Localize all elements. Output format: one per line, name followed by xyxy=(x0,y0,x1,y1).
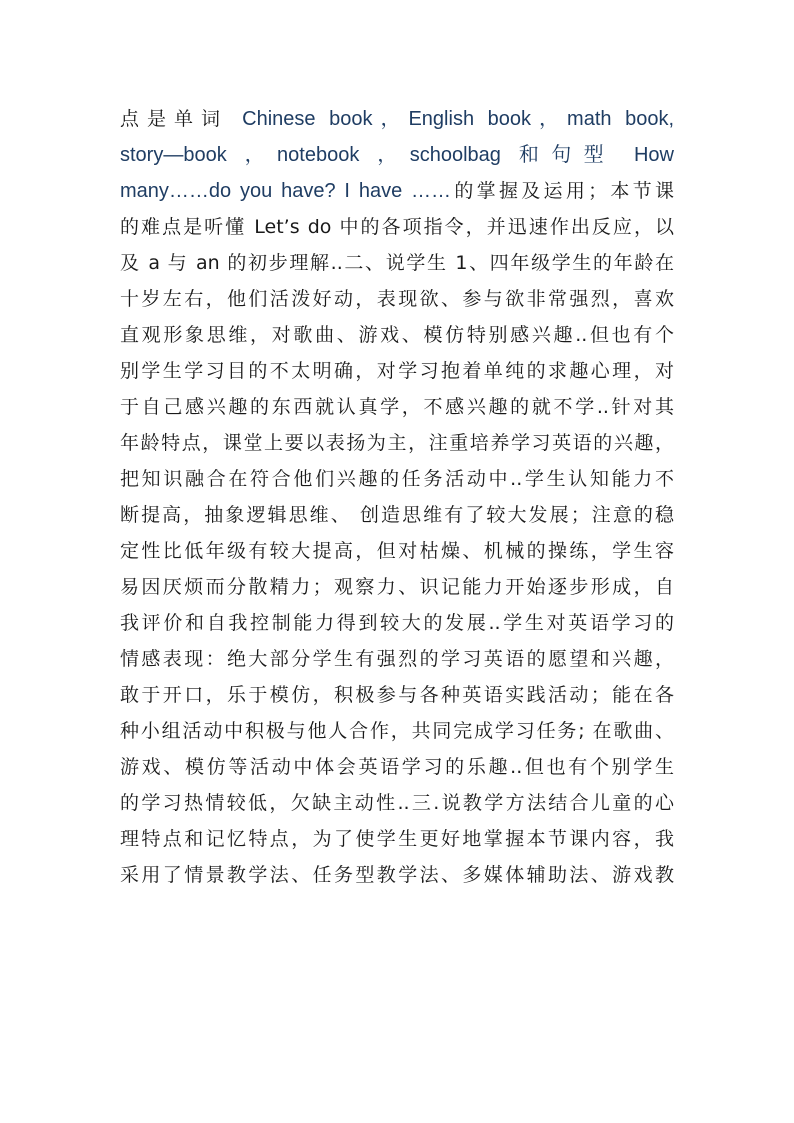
text-line: 把知识融合在符合他们兴趣的任务活动中..学生认知能力不 xyxy=(120,468,674,490)
text-line: many……do you have? I have ……的掌握及运用；本节课 xyxy=(120,180,674,202)
text-line: 断提高，抽象逻辑思维、 创造思维有了较大发展；注意的稳 xyxy=(120,504,674,526)
text-line: 理特点和记忆特点，为了使学生更好地掌握本节课内容，我 xyxy=(120,828,674,850)
text-line: 我评价和自我控制能力得到较大的发展..学生对英语学习的 xyxy=(120,612,674,634)
text-line: 游戏、模仿等活动中体会英语学习的乐趣..但也有个别学生 xyxy=(120,756,674,778)
text-line: 情感表现：绝大部分学生有强烈的学习英语的愿望和兴趣， xyxy=(120,648,674,670)
text-line: 点是单词 Chinese book，English book，math book, xyxy=(120,108,674,130)
text-line: 十岁左右，他们活泼好动，表现欲、参与欲非常强烈，喜欢 xyxy=(120,288,674,310)
text-line: 别学生学习目的不太明确，对学习抱着单纯的求趣心理，对 xyxy=(120,360,674,382)
text-line: 年龄特点，课堂上要以表扬为主，注重培养学习英语的兴趣， xyxy=(120,432,674,454)
text-line: story—book ，notebook ，schoolbag 和句型 How xyxy=(120,144,674,166)
text-line: 的难点是听懂 Let’s do 中的各项指令，并迅速作出反应，以 xyxy=(120,216,674,238)
text-line: 定性比低年级有较大提高，但对枯燥、机械的操练，学生容 xyxy=(120,540,674,562)
text-line: 采用了情景教学法、任务型教学法、多媒体辅助法、游戏教 xyxy=(120,864,674,886)
text-line: 种小组活动中积极与他人合作，共同完成学习任务; 在歌曲、 xyxy=(120,720,674,742)
text-line: 的学习热情较低，欠缺主动性..三.说教学方法结合儿童的心 xyxy=(120,792,674,814)
text-line: 于自己感兴趣的东西就认真学，不感兴趣的就不学..针对其 xyxy=(120,396,674,418)
text-line: 直观形象思维，对歌曲、游戏、模仿特别感兴趣..但也有个 xyxy=(120,324,674,346)
body-text xyxy=(120,101,674,893)
text-line: 易因厌烦而分散精力；观察力、识记能力开始逐步形成，自 xyxy=(120,576,674,598)
text-line: 敢于开口，乐于模仿，积极参与各种英语实践活动；能在各 xyxy=(120,684,674,706)
text-line: 及 a 与 an 的初步理解..二、说学生 1、四年级学生的年龄在 xyxy=(120,252,674,274)
